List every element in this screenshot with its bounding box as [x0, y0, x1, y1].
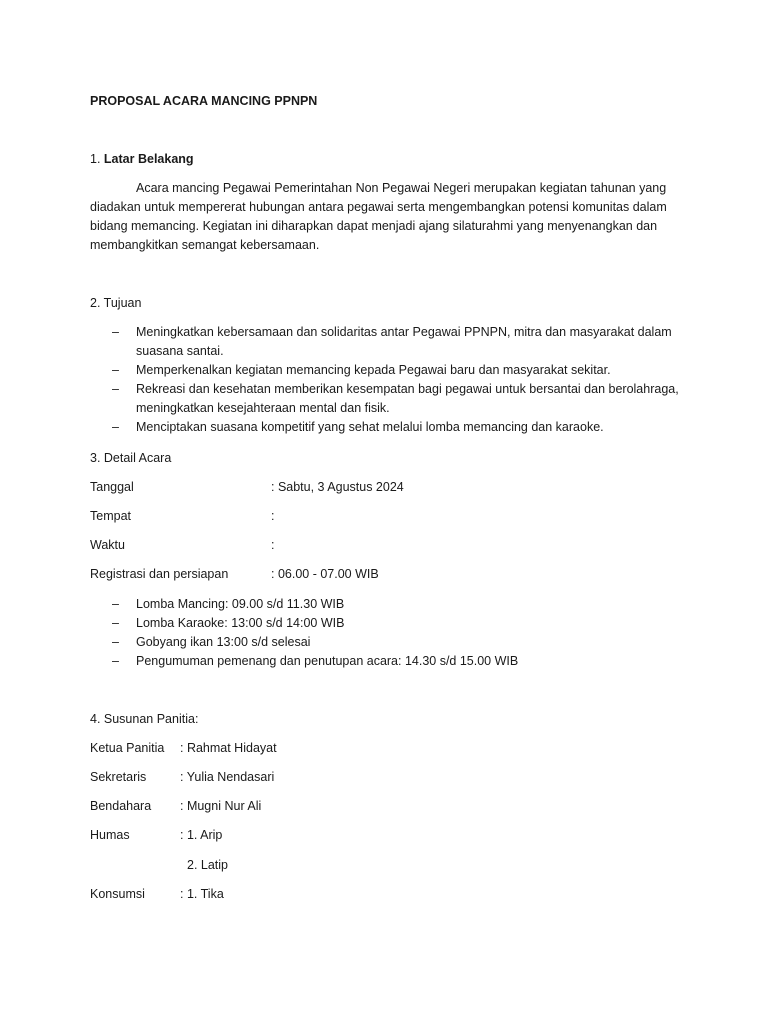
list-item: – Gobyang ikan 13:00 s/d selesai: [90, 633, 700, 652]
document-title: PROPOSAL ACARA MANCING PPNPN: [90, 94, 318, 108]
list-item: – Lomba Mancing: 09.00 s/d 11.30 WIB: [90, 595, 700, 614]
committee-row: [90, 797, 262, 816]
list-item: – Meningkatkan kebersamaan dan solidaritas antar Pegawai PPNPN, mitra dan masyarakat dalam suasana santai.: [112, 325, 672, 358]
detail-row: [90, 536, 275, 555]
detail-value: : 06.00 - 07.00 WIB: [271, 567, 379, 581]
dash-bullet: –: [112, 635, 119, 649]
committee-member: : Yulia Nendasari: [180, 770, 275, 784]
section-1-heading: [90, 150, 194, 169]
detail-label: Waktu: [90, 538, 125, 552]
list-item: – Menciptakan suasana kompetitif yang sehat melalui lomba memancing dan karaoke.: [90, 418, 700, 437]
dash-bullet: –: [112, 597, 119, 611]
goals-list: [90, 323, 700, 437]
detail-row: [90, 565, 379, 584]
detail-label: Tempat: [90, 509, 131, 523]
committee-role: Sekretaris: [90, 770, 147, 784]
committee-row: [90, 739, 277, 758]
dash-bullet: –: [112, 420, 119, 434]
detail-label: Tanggal: [90, 480, 134, 494]
committee-role: Konsumsi: [90, 887, 145, 901]
section-3-heading: 3. Detail Acara: [90, 451, 172, 465]
committee-role: Bendahara: [90, 799, 152, 813]
section-1-title: Latar Belakang: [103, 152, 194, 166]
list-item: – Rekreasi dan kesehatan memberikan kesempatan bagi pegawai untuk bersantai dan berolahraga, meningkatkan kesejahteraan mental dan fisik.: [112, 382, 679, 415]
committee-member: : 1. Tika: [180, 887, 224, 901]
detail-row: [90, 478, 404, 497]
section-1-number: 1.: [90, 152, 101, 166]
committee-role: Humas: [90, 828, 130, 842]
background-text: Acara mancing Pegawai Pemerintahan Non Pegawai Negeri merupakan kegiatan tahunan yang diadakan untuk mempererat hubungan antara pegawai serta mengembangkan potensi komunitas dalam bidang memancing. Kegiatan ini diharapkan dapat menjadi ajang silaturahmi yang menyenangkan dan membangkitkan semangat kebersamaan.: [90, 181, 667, 252]
list-item: – Lomba Karaoke: 13:00 s/d 14:00 WIB: [90, 614, 700, 633]
committee-row: [90, 826, 223, 845]
list-item: – Memperkenalkan kegiatan memancing kepada Pegawai baru dan masyarakat sekitar.: [90, 361, 700, 380]
dash-bullet: –: [112, 382, 119, 396]
dash-bullet: –: [112, 325, 119, 339]
section-2-heading: 2. Tujuan: [90, 296, 142, 310]
detail-value: :: [271, 538, 275, 552]
section-4-heading: 4. Susunan Panitia:: [90, 712, 199, 726]
dash-bullet: –: [112, 654, 119, 668]
detail-value: :: [271, 509, 275, 523]
committee-member: 2. Latip: [187, 858, 229, 872]
committee-member: : 1. Arip: [180, 828, 223, 842]
detail-row: [90, 507, 275, 526]
committee-row: [90, 885, 224, 904]
list-item: – Pengumuman pemenang dan penutupan acara: 14.30 s/d 15.00 WIB: [90, 652, 700, 671]
dash-bullet: –: [112, 616, 119, 630]
committee-row: [90, 768, 275, 787]
committee-member: : Rahmat Hidayat: [180, 741, 277, 755]
background-paragraph: [90, 179, 690, 255]
committee-role: Ketua Panitia: [90, 741, 165, 755]
committee-member: : Mugni Nur Ali: [180, 799, 262, 813]
detail-value: : Sabtu, 3 Agustus 2024: [271, 480, 404, 494]
dash-bullet: –: [112, 363, 119, 377]
schedule-list: [90, 595, 700, 671]
detail-label: Registrasi dan persiapan: [90, 567, 229, 581]
